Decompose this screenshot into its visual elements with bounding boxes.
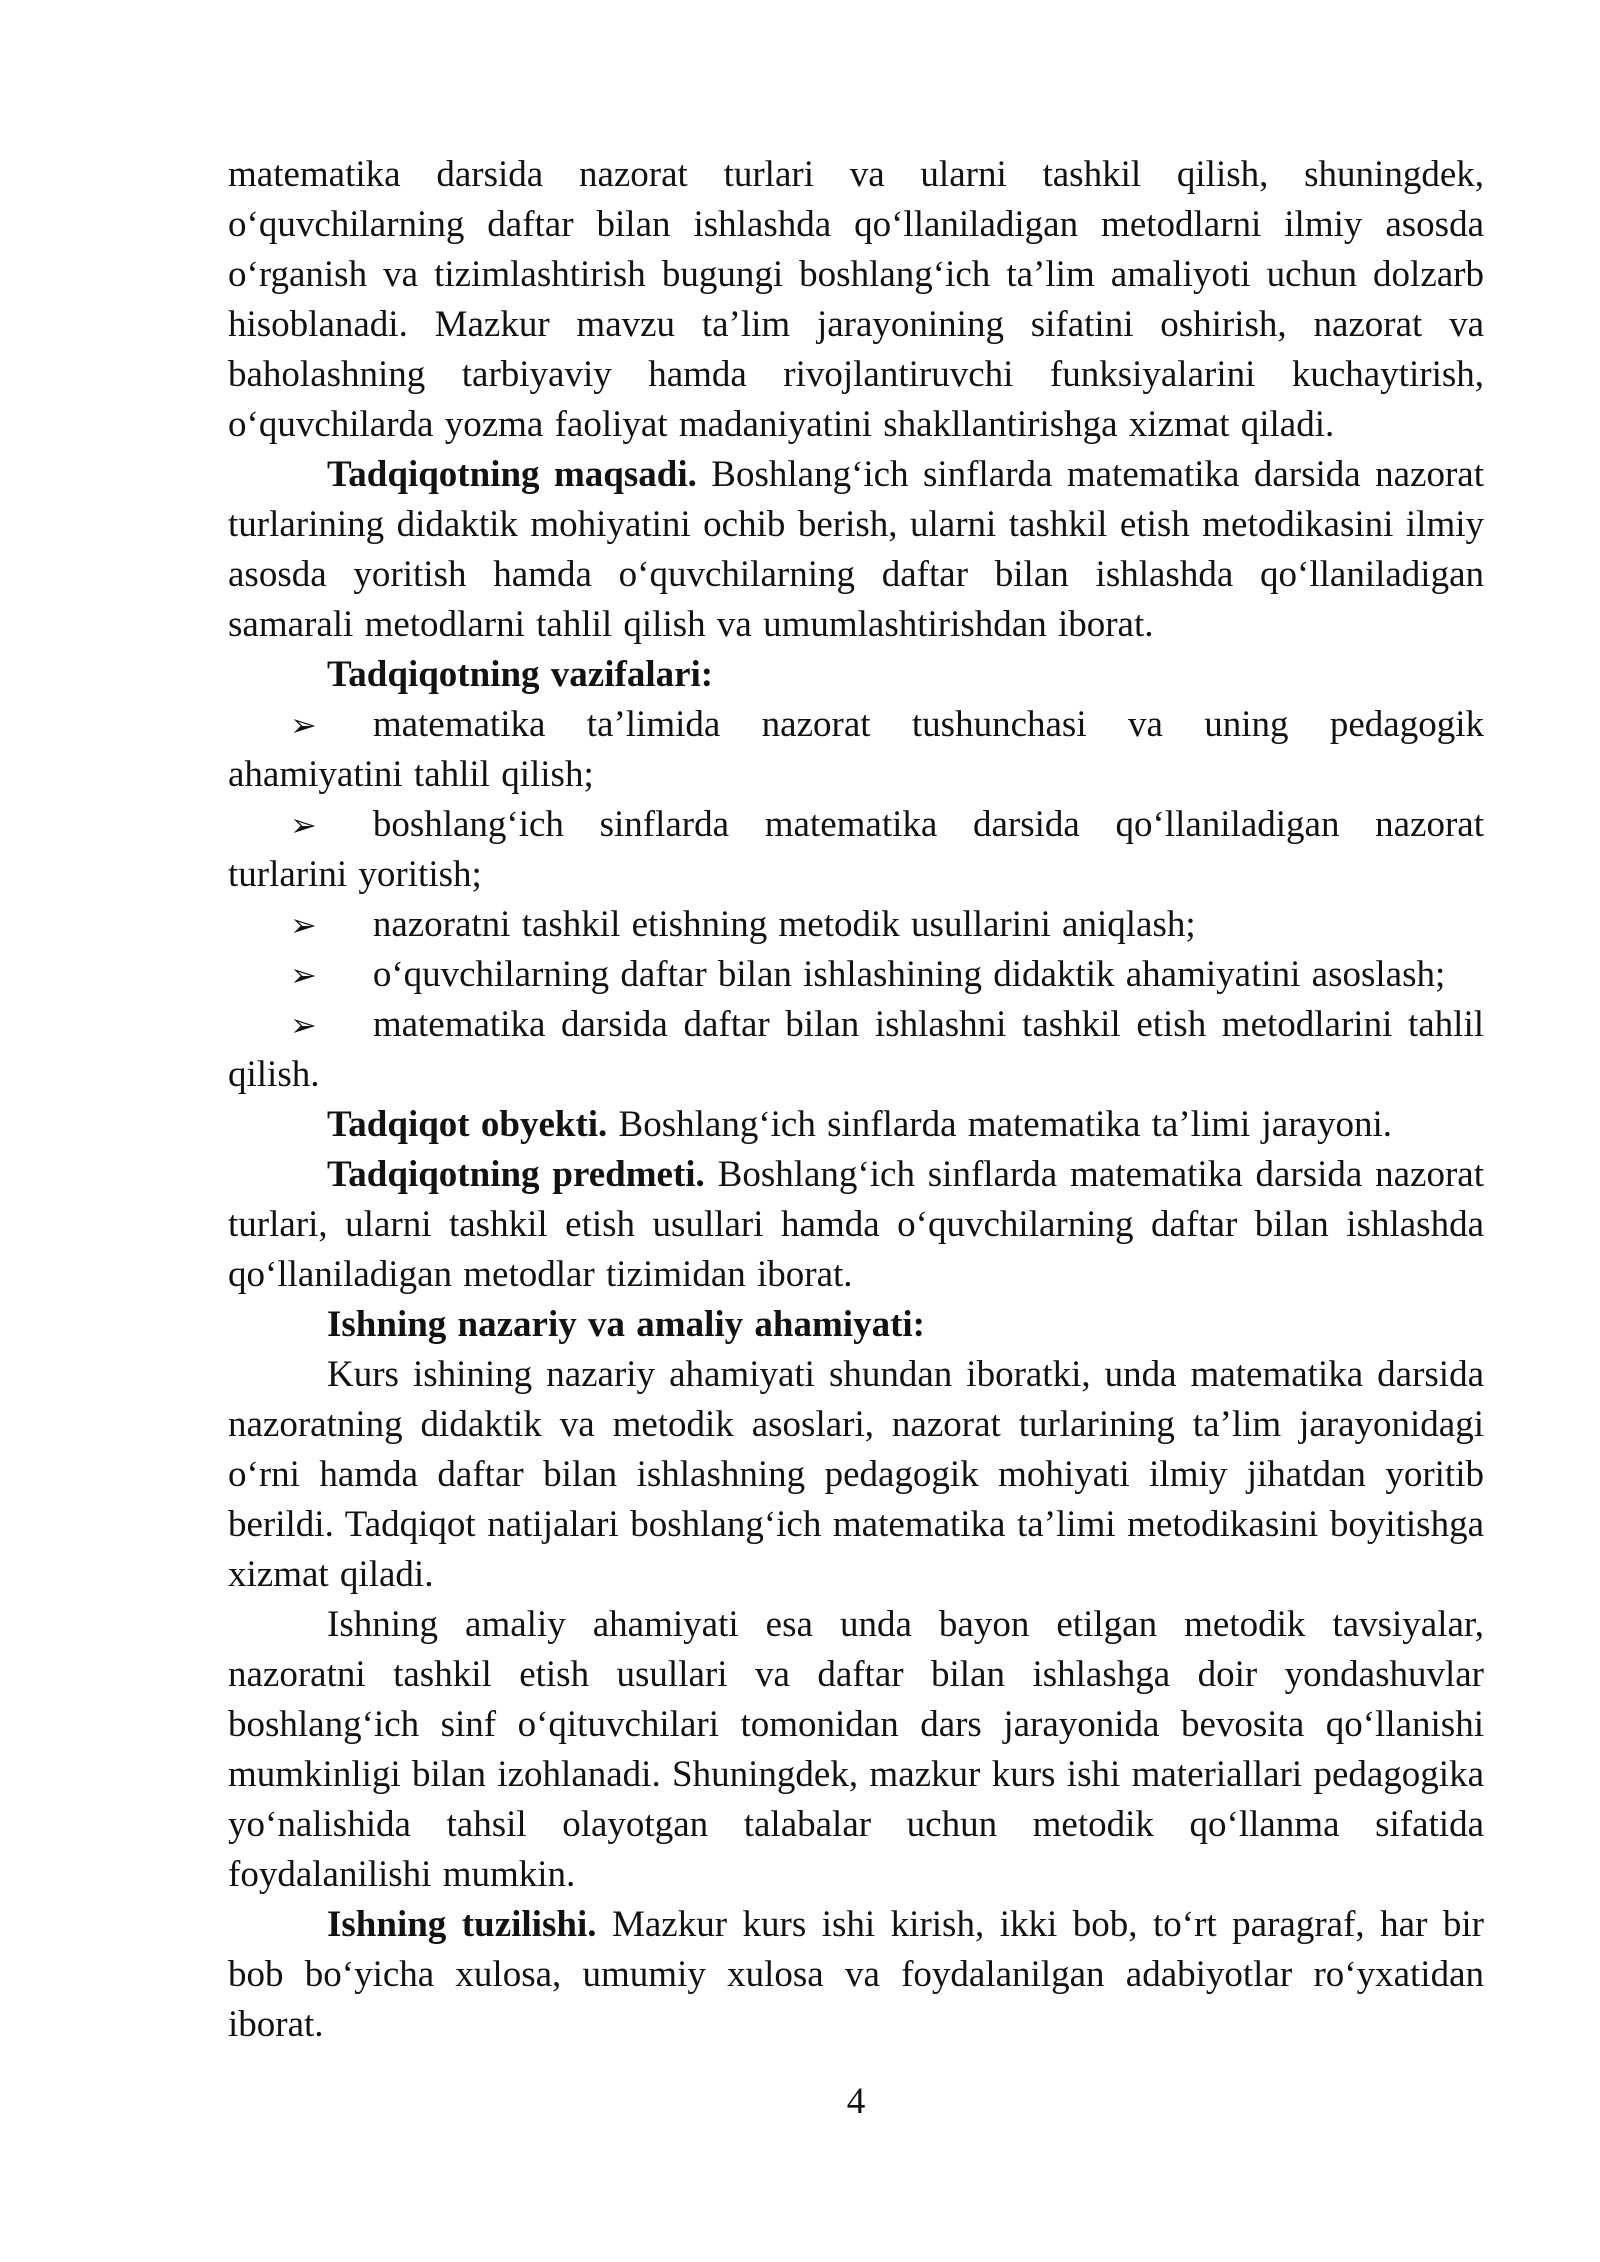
page-footer xyxy=(228,2077,1484,2127)
arrow-bullet-icon: ➢ xyxy=(290,956,317,994)
section-heading-text: Ishning nazariy va amaliy ahamiyati: xyxy=(327,1304,925,1345)
section-heading xyxy=(228,1300,1484,1350)
paragraph-text: Ishning amaliy ahamiyati esa unda bayon etilgan metodik tavsiyalar, nazoratni tashkil etish usullari va daftar bilan ishlashga doir yondashuvlar boshlang‘ich sinf o‘qituvchilari tomonidan dars jarayonida bevosita qo‘llanishi mumkinligi bilan izohlanadi. Shuningdek, mazkur kurs ishi materiallari pedagogika yo‘nalishida tahsil olayotgan talabalar uchun metodik qo‘llanma sifatida foydalanilishi mumkin. xyxy=(228,1604,1484,1895)
paragraph-text: Kurs ishining nazariy ahamiyati shundan iboratki, unda matematika darsida nazoratning didaktik va metodik asoslari, nazorat turlarining ta’lim jarayonidagi o‘rni hamda daftar bilan ishlashning pedagogik mohiyati ilmiy jihatdan yoritib berildi. Tadqiqot natijalari boshlang‘ich matematika ta’limi metodikasini boyitishga xizmat qiladi. xyxy=(228,1354,1484,1595)
list-item-text: boshlang‘ich sinflarda matematika darsida qo‘llaniladigan nazorat turlarini yoritish; xyxy=(228,804,1484,895)
arrow-bullet-icon: ➢ xyxy=(290,806,317,844)
paragraph-text: Mazkur kurs ishi kirish, ikki bob, to‘rt paragraf, har bir bob bo‘yicha xulosa, umumiy xulosa va foydalanilgan adabiyotlar ro‘yxatidan iborat. xyxy=(228,1904,1484,2045)
paragraph-lead: Tadqiqotning predmeti. xyxy=(327,1154,705,1195)
paragraph xyxy=(228,450,1484,650)
paragraph-lead: Tadqiqotning maqsadi. xyxy=(327,454,697,495)
list-item xyxy=(228,950,1484,1000)
paragraph-text: Boshlang‘ich sinflarda matematika darsida nazorat turlari, ularni tashkil etish usullari hamda o‘quvchilarning daftar bilan ishlashda qo‘llaniladigan metodlar tizimidan iborat. xyxy=(228,1154,1484,1295)
arrow-bullet-icon: ➢ xyxy=(290,906,317,944)
list-item xyxy=(228,900,1484,950)
list-item-text: matematika ta’limida nazorat tushunchasi va uning pedagogik ahamiyatini tahlil qilish; xyxy=(228,704,1484,795)
paragraph-text: Boshlang‘ich sinflarda matematika darsida nazorat turlarining didaktik mohiyatini ochib berish, ularni tashkil etish metodikasini ilmiy asosda yoritish hamda o‘quvchilarning daftar bilan ishlashda qo‘llaniladigan samarali metodlarni tahlil qilish va umumlashtirishdan iborat. xyxy=(228,454,1484,645)
list-item xyxy=(228,700,1484,800)
paragraph-lead: Tadqiqot obyekti. xyxy=(327,1104,608,1145)
section-heading xyxy=(228,650,1484,700)
list-item xyxy=(228,800,1484,900)
list-item-text: nazoratni tashkil etishning metodik usullarini aniqlash; xyxy=(372,904,1196,945)
paragraph xyxy=(228,150,1484,450)
paragraph-lead: Ishning tuzilishi. xyxy=(327,1904,597,1945)
list-item-text: o‘quvchilarning daftar bilan ishlashining didaktik ahamiyatini asoslash; xyxy=(372,954,1446,995)
page-content xyxy=(228,150,1484,2050)
paragraph xyxy=(228,1600,1484,1900)
paragraph-text: matematika darsida nazorat turlari va ularni tashkil qilish, shuningdek, o‘quvchilarning daftar bilan ishlashda qo‘llaniladigan metodlarni ilmiy asosda o‘rganish va tizimlashtirish bugungi boshlang‘ich ta’lim amaliyoti uchun dolzarb hisoblanadi. Mazkur mavzu ta’lim jarayonining sifatini oshirish, nazorat va baholashning tarbiyaviy hamda rivojlantiruvchi funksiyalarini kuchaytirish, o‘quvchilarda yozma faoliyat madaniyatini shakllantirishga xizmat qiladi. xyxy=(228,154,1484,445)
section-heading-text: Tadqiqotning vazifalari: xyxy=(327,654,714,695)
list-item-text: matematika darsida daftar bilan ishlashni tashkil etish metodlarini tahlil qilish. xyxy=(228,1004,1484,1095)
list-item xyxy=(228,1000,1484,1100)
page-number: 4 xyxy=(846,2081,866,2122)
paragraph xyxy=(228,1350,1484,1600)
paragraph-text: Boshlang‘ich sinflarda matematika ta’limi jarayoni. xyxy=(607,1104,1393,1145)
arrow-bullet-icon: ➢ xyxy=(290,706,317,744)
paragraph xyxy=(228,1100,1484,1150)
paragraph xyxy=(228,1150,1484,1300)
arrow-bullet-icon: ➢ xyxy=(290,1006,317,1044)
paragraph xyxy=(228,1900,1484,2050)
